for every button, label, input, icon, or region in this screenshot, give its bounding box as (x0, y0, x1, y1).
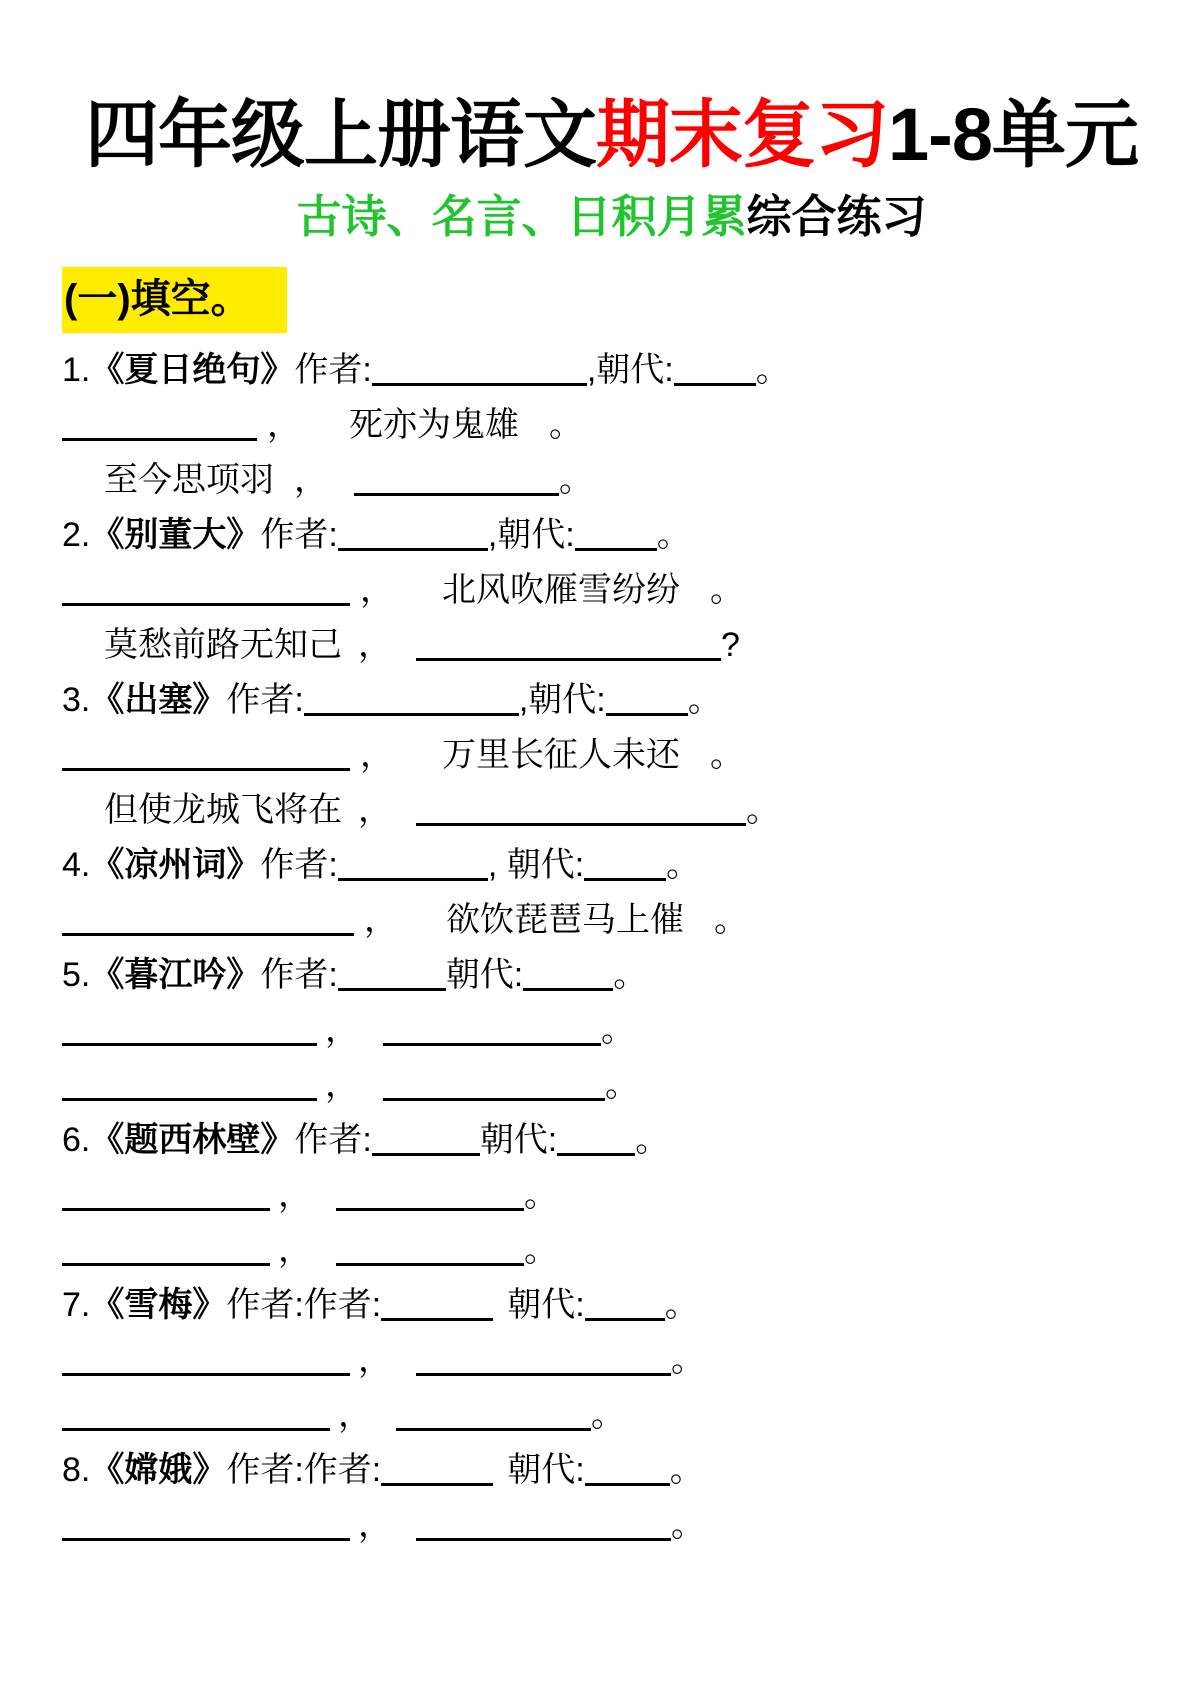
question-text: 作者: (226, 681, 304, 720)
fill-in-blank (416, 823, 746, 826)
question-text: 8. (62, 1451, 91, 1490)
fill-in-blank (62, 438, 257, 441)
question-text: ， (358, 1341, 392, 1380)
fill-in-blank (372, 1153, 480, 1156)
fill-in-blank (396, 1428, 591, 1431)
section-header: (一)填空。 (62, 267, 287, 333)
fill-in-blank (62, 1538, 350, 1541)
title-text-left: 四年级上册语文 (85, 93, 597, 176)
poem-title: 《别董大》 (90, 516, 261, 555)
question-text: 作者: (260, 846, 338, 885)
worksheet-line (62, 453, 1161, 508)
worksheet-line (62, 1168, 1161, 1223)
question-text: 。 (591, 1396, 625, 1435)
fill-in-blank (416, 1373, 671, 1376)
question-text: ， (360, 571, 394, 610)
fill-in-blank (62, 603, 350, 606)
subtitle-text-black: 综合练习 (746, 190, 927, 242)
fill-in-blank (606, 713, 688, 716)
fill-in-blank (338, 878, 488, 881)
fill-in-blank (338, 548, 488, 551)
fill-in-blank (336, 1263, 524, 1266)
question-text: ， (294, 461, 328, 500)
question-text: ， (325, 1066, 359, 1105)
question-text: 。 (559, 461, 593, 500)
fill-in-blank (575, 548, 657, 551)
question-text: 1. (62, 351, 91, 390)
poem-title: 《题西林壁》 (90, 1121, 295, 1160)
worksheet-line (62, 1278, 1161, 1333)
question-text: ， (278, 1231, 312, 1270)
fill-in-blank (381, 1483, 493, 1486)
question-text: 。 (613, 956, 648, 995)
fill-in-blank (585, 1483, 670, 1486)
question-text: ,朝代: (586, 351, 674, 390)
question-text: ,朝代: (518, 681, 606, 720)
fill-in-blank (416, 658, 721, 661)
question-text: 但使龙城飞将在 (104, 791, 342, 830)
fill-in-blank (338, 988, 446, 991)
question-text: 。 (524, 1176, 558, 1215)
question-text: 。 (524, 1231, 558, 1270)
fill-in-blank (674, 383, 756, 386)
question-text: 莫愁前路无知己 (104, 626, 342, 665)
question-text: 作者: (260, 516, 338, 555)
fill-in-blank (383, 1098, 605, 1101)
question-text: ， (358, 791, 392, 830)
question-text: ， (267, 406, 301, 445)
fill-in-blank (584, 878, 666, 881)
question-text: 4. (62, 846, 91, 885)
page-title (42, 0, 1181, 174)
question-text: 5. (62, 956, 91, 995)
worksheet-line (62, 673, 1161, 728)
question-text: 万里长征人未还 (442, 736, 680, 775)
subtitle-text-green: 古诗、名言、日积月累 (296, 190, 747, 242)
question-text: 2. (62, 516, 91, 555)
worksheet-line (62, 398, 1161, 453)
worksheet-line (62, 1113, 1161, 1168)
poem-title: 《雪梅》 (90, 1286, 227, 1325)
question-text: 至今思项羽 (104, 461, 274, 500)
question-text: 。 (714, 901, 748, 940)
poem-title: 《暮江吟》 (90, 956, 261, 995)
question-list (62, 343, 1161, 1553)
question-text: 作者: (294, 1121, 372, 1160)
question-text: 。 (664, 1286, 699, 1325)
fill-in-blank (381, 1318, 493, 1321)
fill-in-blank (336, 1208, 524, 1211)
question-text: 朝代: (507, 1286, 585, 1325)
worksheet-line (62, 1333, 1161, 1388)
title-text-right: 1-8单元 (888, 93, 1138, 176)
question-text: , 朝代: (487, 846, 585, 885)
fill-in-blank (62, 933, 354, 936)
question-text: ， (325, 1011, 359, 1050)
worksheet-line (62, 563, 1161, 618)
fill-in-blank (523, 988, 613, 991)
fill-in-blank (416, 1538, 671, 1541)
fill-in-blank (304, 713, 519, 716)
question-text: 朝代: (507, 1451, 585, 1490)
question-text: 。 (605, 1066, 639, 1105)
fill-in-blank (372, 383, 587, 386)
question-text: 。 (601, 1011, 635, 1050)
question-text: 。 (549, 406, 583, 445)
worksheet-line (62, 343, 1161, 398)
question-text: 死亦为鬼雄 (349, 406, 519, 445)
fill-in-blank (557, 1153, 635, 1156)
fill-in-blank (383, 1043, 601, 1046)
question-text: 。 (671, 1341, 705, 1380)
fill-in-blank (62, 1043, 317, 1046)
question-text: 。 (710, 736, 744, 775)
worksheet-line (62, 1498, 1161, 1553)
worksheet-line (62, 1058, 1161, 1113)
worksheet-line (62, 618, 1161, 673)
fill-in-blank (62, 1373, 350, 1376)
question-text: 。 (671, 1506, 705, 1545)
question-text: 3. (62, 681, 91, 720)
poem-title: 《夏日绝句》 (90, 351, 295, 390)
fill-in-blank (62, 1098, 317, 1101)
question-text: ， (358, 626, 392, 665)
question-text: ,朝代: (487, 516, 575, 555)
fill-in-blank (62, 768, 350, 771)
question-text: 朝代: (445, 956, 524, 995)
question-text: ， (338, 1396, 372, 1435)
poem-title: 《凉州词》 (90, 846, 261, 885)
question-text: 。 (656, 516, 691, 555)
question-text: 作者:作者: (226, 1451, 382, 1490)
worksheet-line (62, 508, 1161, 563)
worksheet-line (62, 1003, 1161, 1058)
question-text: ? (721, 626, 740, 665)
question-text: 。 (635, 1121, 670, 1160)
poem-title: 《嫦娥》 (90, 1451, 227, 1490)
title-text-red-accent: 期末复习 (596, 93, 889, 176)
worksheet-line (62, 783, 1161, 838)
question-text: 朝代: (479, 1121, 558, 1160)
question-text: 欲饮琵琶马上催 (446, 901, 684, 940)
poem-title: 《出塞》 (90, 681, 227, 720)
fill-in-blank (62, 1263, 270, 1266)
worksheet-line (62, 893, 1161, 948)
question-text: 7. (62, 1286, 91, 1325)
question-text: ， (278, 1176, 312, 1215)
question-text: 北风吹雁雪纷纷 (442, 571, 680, 610)
question-text: 作者: (294, 351, 372, 390)
question-text: ， (364, 901, 398, 940)
question-text: 。 (746, 791, 780, 830)
worksheet-line (62, 948, 1161, 1003)
section-header-row (62, 267, 1161, 333)
fill-in-blank (62, 1208, 270, 1211)
fill-in-blank (62, 1428, 330, 1431)
question-text: 。 (687, 681, 722, 720)
question-text: 作者: (260, 956, 338, 995)
question-text: 6. (62, 1121, 91, 1160)
question-text: 作者:作者: (226, 1286, 382, 1325)
worksheet-line (62, 1388, 1161, 1443)
page-subtitle (62, 192, 1161, 242)
question-text: 。 (666, 846, 701, 885)
fill-in-blank (354, 493, 559, 496)
question-text: ， (360, 736, 394, 775)
question-text: 。 (669, 1451, 704, 1490)
question-text: 。 (710, 571, 744, 610)
worksheet-line (62, 838, 1161, 893)
fill-in-blank (585, 1318, 665, 1321)
question-text: ， (358, 1506, 392, 1545)
worksheet-line (62, 728, 1161, 783)
question-text: 。 (755, 351, 790, 390)
worksheet-line (62, 1223, 1161, 1278)
worksheet-line (62, 1443, 1161, 1498)
